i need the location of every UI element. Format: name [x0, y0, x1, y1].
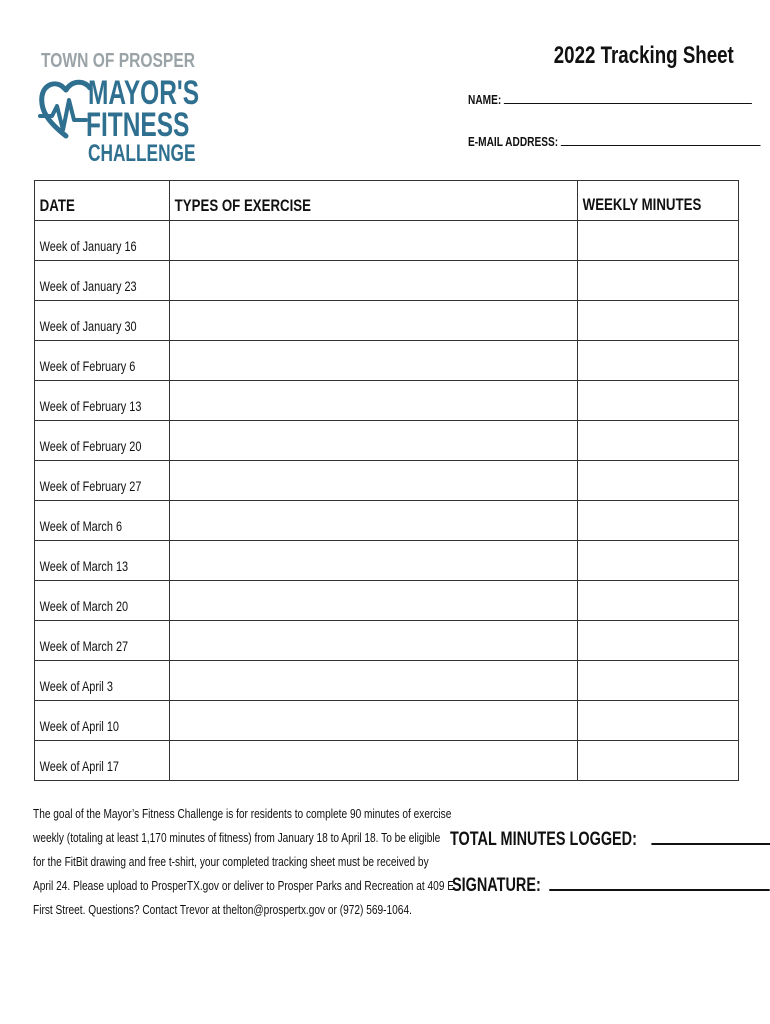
- weekly-minutes-cell[interactable]: [578, 381, 739, 421]
- exercise-types-cell[interactable]: [169, 701, 578, 741]
- week-label: Week of February 6: [39, 358, 136, 374]
- types-column-header: TYPES OF EXERCISE: [169, 181, 578, 221]
- week-date-cell: [35, 661, 170, 701]
- tracking-table: [34, 180, 739, 781]
- weekly-minutes-cell[interactable]: [578, 261, 739, 301]
- week-date-cell: [35, 221, 170, 261]
- week-date-cell: [35, 701, 170, 741]
- exercise-types-cell[interactable]: [169, 461, 578, 501]
- week-label: Week of March 20: [39, 598, 129, 614]
- weekly-minutes-cell[interactable]: [578, 501, 739, 541]
- week-date-cell: [35, 741, 170, 781]
- week-label: Week of April 17: [39, 758, 119, 774]
- goal-line: weekly (totaling at least 1,170 minutes of fitness) from January 18 to April 18. To be eligible: [33, 830, 441, 845]
- table-row: [35, 341, 739, 381]
- name-blank[interactable]: [504, 91, 752, 104]
- exercise-types-cell[interactable]: [169, 421, 578, 461]
- table-row: [35, 461, 739, 501]
- week-label: Week of April 3: [39, 678, 113, 694]
- week-date-cell: [35, 341, 170, 381]
- exercise-types-cell[interactable]: [169, 661, 578, 701]
- table-row: [35, 661, 739, 701]
- table-row: [35, 621, 739, 661]
- week-date-cell: [35, 621, 170, 661]
- exercise-types-cell[interactable]: [169, 301, 578, 341]
- table-header-row: [35, 181, 739, 221]
- signature-field[interactable]: [452, 873, 770, 897]
- logo-mayors-text: MAYOR'S: [88, 74, 200, 112]
- goal-line: First Street. Questions? Contact Trevor at thelton@prospertx.gov or (972) 569-1064.: [33, 902, 412, 917]
- week-date-cell: [35, 381, 170, 421]
- week-label: Week of January 30: [39, 318, 137, 334]
- name-label: NAME:: [468, 92, 502, 107]
- table-row: [35, 501, 739, 541]
- exercise-types-cell[interactable]: [169, 221, 578, 261]
- total-minutes-label: TOTAL MINUTES LOGGED:: [450, 829, 637, 850]
- week-label: Week of March 13: [39, 558, 129, 574]
- weekly-minutes-cell[interactable]: [578, 621, 739, 661]
- week-date-cell: [35, 461, 170, 501]
- exercise-types-cell[interactable]: [169, 501, 578, 541]
- signature-blank[interactable]: [549, 873, 769, 891]
- week-label: Week of January 16: [39, 238, 137, 254]
- minutes-column-header: WEEKLY MINUTES: [578, 181, 739, 221]
- weekly-minutes-cell[interactable]: [578, 701, 739, 741]
- table-row: [35, 381, 739, 421]
- weekly-minutes-cell[interactable]: [578, 221, 739, 261]
- goal-line: for the FitBit drawing and free t-shirt, your completed tracking sheet must be received by: [33, 854, 429, 869]
- table-row: [35, 221, 739, 261]
- week-date-cell: [35, 581, 170, 621]
- exercise-types-cell[interactable]: [169, 581, 578, 621]
- weekly-minutes-cell[interactable]: [578, 341, 739, 381]
- table-row: [35, 541, 739, 581]
- exercise-types-cell[interactable]: [169, 741, 578, 781]
- week-label: Week of February 13: [39, 398, 142, 414]
- name-field[interactable]: [468, 91, 752, 107]
- week-label: Week of April 10: [39, 718, 119, 734]
- table-row: [35, 581, 739, 621]
- total-minutes-field[interactable]: [450, 827, 770, 851]
- signature-label: SIGNATURE:: [452, 875, 541, 896]
- week-label: Week of March 27: [39, 638, 129, 654]
- weekly-minutes-cell[interactable]: [578, 461, 739, 501]
- weekly-minutes-cell[interactable]: [578, 661, 739, 701]
- week-label: Week of February 20: [39, 438, 142, 454]
- table-row: [35, 421, 739, 461]
- week-date-cell: [35, 501, 170, 541]
- goal-line: April 24. Please upload to ProsperTX.gov or deliver to Prosper Parks and Recreation at 409 E.: [33, 878, 457, 893]
- exercise-types-cell[interactable]: [169, 261, 578, 301]
- exercise-types-cell[interactable]: [169, 621, 578, 661]
- table-row: [35, 701, 739, 741]
- week-date-cell: [35, 541, 170, 581]
- table-row: [35, 261, 739, 301]
- week-date-cell: [35, 301, 170, 341]
- email-field[interactable]: [468, 133, 761, 149]
- total-minutes-blank[interactable]: [652, 827, 770, 845]
- weekly-minutes-cell[interactable]: [578, 421, 739, 461]
- weekly-minutes-cell[interactable]: [578, 741, 739, 781]
- table-row: [35, 741, 739, 781]
- page-title: 2022 Tracking Sheet: [553, 42, 734, 69]
- mayors-fitness-challenge-logo: [38, 48, 200, 170]
- goal-description: [33, 802, 457, 922]
- week-label: Week of March 6: [39, 518, 123, 534]
- email-label: E-MAIL ADDRESS:: [468, 134, 559, 149]
- weekly-minutes-cell[interactable]: [578, 541, 739, 581]
- exercise-types-cell[interactable]: [169, 541, 578, 581]
- date-column-header: DATE: [35, 181, 170, 221]
- exercise-types-cell[interactable]: [169, 341, 578, 381]
- logo-town-text: TOWN OF PROSPER: [41, 50, 195, 72]
- table-row: [35, 301, 739, 341]
- logo-fitness-text: FITNESS: [86, 106, 190, 144]
- week-date-cell: [35, 421, 170, 461]
- week-label: Week of January 23: [39, 278, 137, 294]
- weekly-minutes-cell[interactable]: [578, 581, 739, 621]
- weekly-minutes-cell[interactable]: [578, 301, 739, 341]
- email-blank[interactable]: [561, 133, 761, 146]
- week-date-cell: [35, 261, 170, 301]
- logo-challenge-text: CHALLENGE: [88, 140, 196, 167]
- exercise-types-cell[interactable]: [169, 381, 578, 421]
- week-label: Week of February 27: [39, 478, 142, 494]
- goal-line: The goal of the Mayor’s Fitness Challenge is for residents to complete 90 minutes of exercise: [33, 806, 452, 821]
